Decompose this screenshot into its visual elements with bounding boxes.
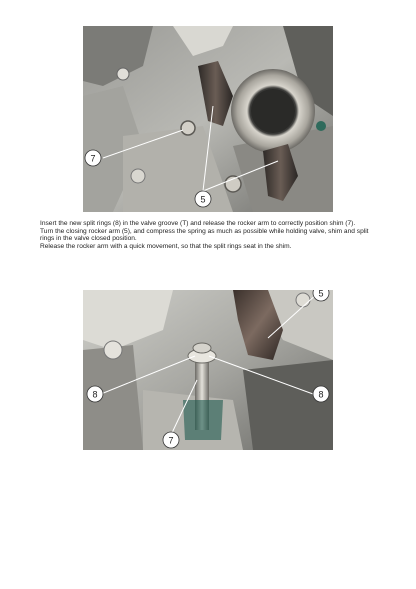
svg-text:8: 8 (92, 389, 98, 400)
instruction-step-1: Insert the new split rings (8) in the valve groove (T) and release the rocker arm to correctly position shim (7). (40, 220, 356, 227)
callout-7 (85, 150, 101, 166)
callout-8-left (87, 386, 103, 402)
svg-text:7: 7 (168, 435, 174, 446)
engine-photo-bottom (83, 290, 333, 450)
callout-5 (195, 191, 211, 207)
callout-8-right (313, 386, 329, 402)
svg-text:5: 5 (200, 194, 206, 205)
svg-text:7: 7 (90, 153, 96, 164)
instruction-step-2: Turn the closing rocker arm (5), and compress the spring as much as possible while holding valve, shim and split rings in the valve closed position. (40, 227, 369, 243)
callout-7 (163, 432, 179, 448)
bolt (181, 121, 195, 135)
bolt (225, 176, 241, 192)
instruction-step-3: Release the rocker arm with a quick movement, so that the split rings seat in the shim. (40, 242, 292, 250)
instruction-text (40, 220, 380, 250)
svg-text:8: 8 (318, 389, 324, 400)
engine-photo-top (83, 26, 333, 212)
svg-text:5: 5 (318, 290, 324, 299)
